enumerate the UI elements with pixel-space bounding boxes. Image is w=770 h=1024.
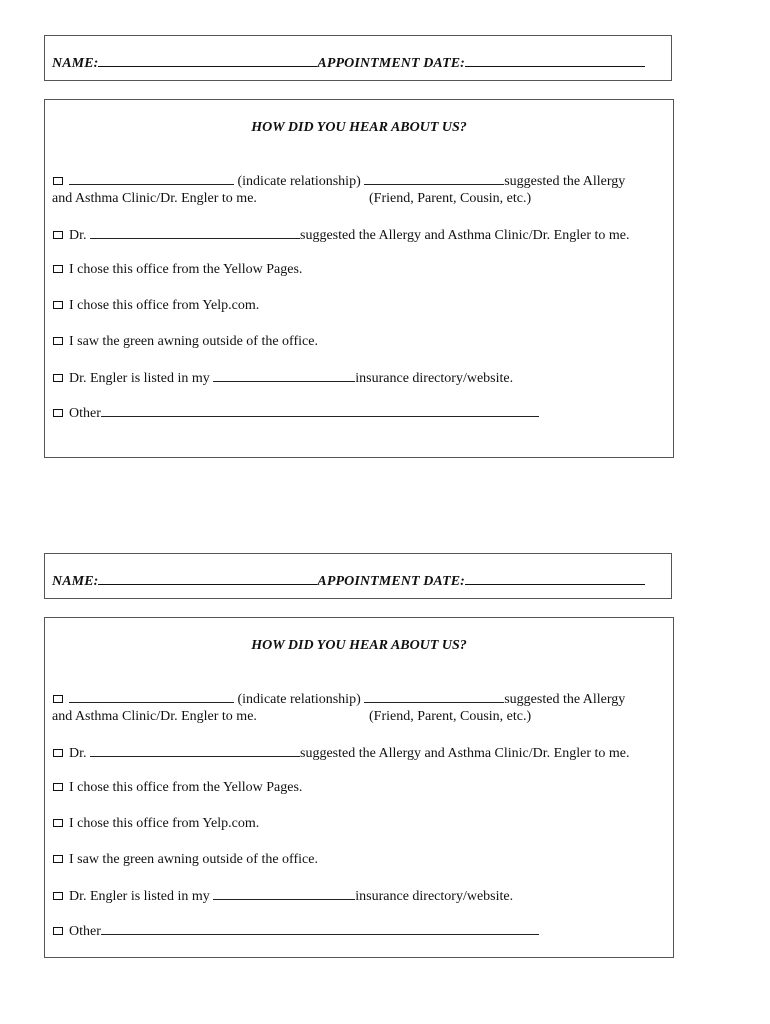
checkbox-awning[interactable]: [53, 337, 63, 345]
checkbox-other[interactable]: [53, 409, 63, 417]
insurance-tail-text: insurance directory/website.: [355, 889, 514, 904]
other-blank[interactable]: [101, 404, 539, 417]
insurance-head-text: Dr. Engler is listed in my: [69, 371, 210, 386]
survey-title: HOW DID YOU HEAR ABOUT US?: [251, 120, 467, 135]
name-date-box: [44, 553, 672, 599]
relationship-blank[interactable]: [364, 690, 504, 703]
doctor-head-text: Dr.: [69, 746, 87, 761]
option-doctor: [53, 226, 629, 245]
insurance-tail-text: insurance directory/website.: [355, 371, 514, 386]
referral-survey-box: [44, 617, 674, 958]
doctor-name-blank[interactable]: [90, 744, 300, 757]
doctor-tail-text: suggested the Allergy and Asthma Clinic/Dr. Engler to me.: [300, 746, 630, 761]
relationship-mid-text: (indicate relationship): [237, 692, 361, 707]
survey-title: HOW DID YOU HEAR ABOUT US?: [251, 638, 467, 653]
checkbox-doctor[interactable]: [53, 231, 63, 239]
relationship-hint: (Friend, Parent, Cousin, etc.): [369, 709, 532, 724]
option-doctor: [53, 744, 629, 763]
name-date-line: [52, 571, 645, 590]
other-blank[interactable]: [101, 922, 539, 935]
yellow-pages-text: I chose this office from the Yellow Pages.: [69, 262, 303, 277]
insurance-blank[interactable]: [213, 369, 355, 382]
name-date-box: [44, 35, 672, 81]
other-text: Other: [69, 924, 101, 939]
option-relationship: [53, 690, 625, 709]
doctor-tail-text: suggested the Allergy and Asthma Clinic/Dr. Engler to me.: [300, 228, 630, 243]
option-yellow-pages: [53, 779, 302, 797]
option-yelp: [53, 297, 259, 315]
option-relationship: [53, 172, 625, 191]
option-other: [53, 404, 539, 423]
relationship-mid-text: (indicate relationship): [237, 174, 361, 189]
checkbox-relationship[interactable]: [53, 695, 63, 703]
insurance-blank[interactable]: [213, 887, 355, 900]
referral-survey-box: [44, 99, 674, 458]
awning-text: I saw the green awning outside of the office.: [69, 334, 318, 349]
appointment-date-label: APPOINTMENT DATE:: [317, 574, 465, 589]
option-other: [53, 922, 539, 941]
relationship-tail-text: suggested the Allergy: [504, 174, 626, 189]
checkbox-yelp[interactable]: [53, 301, 63, 309]
checkbox-doctor[interactable]: [53, 749, 63, 757]
doctor-name-blank[interactable]: [90, 226, 300, 239]
checkbox-insurance[interactable]: [53, 374, 63, 382]
name-blank[interactable]: [98, 571, 317, 585]
checkbox-awning[interactable]: [53, 855, 63, 863]
relationship-name-blank[interactable]: [69, 690, 234, 703]
appointment-date-blank[interactable]: [465, 571, 645, 585]
relationship-line2: and Asthma Clinic/Dr. Engler to me.: [52, 191, 257, 206]
yelp-text: I chose this office from Yelp.com.: [69, 298, 260, 313]
relationship-hint: (Friend, Parent, Cousin, etc.): [369, 191, 532, 206]
other-text: Other: [69, 406, 101, 421]
option-awning: [53, 851, 318, 869]
option-yelp: [53, 815, 259, 833]
checkbox-insurance[interactable]: [53, 892, 63, 900]
name-label: NAME:: [52, 574, 99, 589]
yelp-text: I chose this office from Yelp.com.: [69, 816, 260, 831]
relationship-name-blank[interactable]: [69, 172, 234, 185]
relationship-line2: and Asthma Clinic/Dr. Engler to me.: [52, 709, 257, 724]
relationship-blank[interactable]: [364, 172, 504, 185]
option-insurance: [53, 369, 513, 388]
checkbox-yellow-pages[interactable]: [53, 265, 63, 273]
awning-text: I saw the green awning outside of the office.: [69, 852, 318, 867]
relationship-tail-text: suggested the Allergy: [504, 692, 626, 707]
checkbox-other[interactable]: [53, 927, 63, 935]
name-label: NAME:: [52, 56, 99, 71]
yellow-pages-text: I chose this office from the Yellow Pages.: [69, 780, 303, 795]
insurance-head-text: Dr. Engler is listed in my: [69, 889, 210, 904]
appointment-date-blank[interactable]: [465, 53, 645, 67]
checkbox-relationship[interactable]: [53, 177, 63, 185]
appointment-date-label: APPOINTMENT DATE:: [317, 56, 465, 71]
name-date-line: [52, 53, 645, 72]
checkbox-yelp[interactable]: [53, 819, 63, 827]
name-blank[interactable]: [98, 53, 317, 67]
checkbox-yellow-pages[interactable]: [53, 783, 63, 791]
option-awning: [53, 333, 318, 351]
option-yellow-pages: [53, 261, 302, 279]
option-insurance: [53, 887, 513, 906]
doctor-head-text: Dr.: [69, 228, 87, 243]
